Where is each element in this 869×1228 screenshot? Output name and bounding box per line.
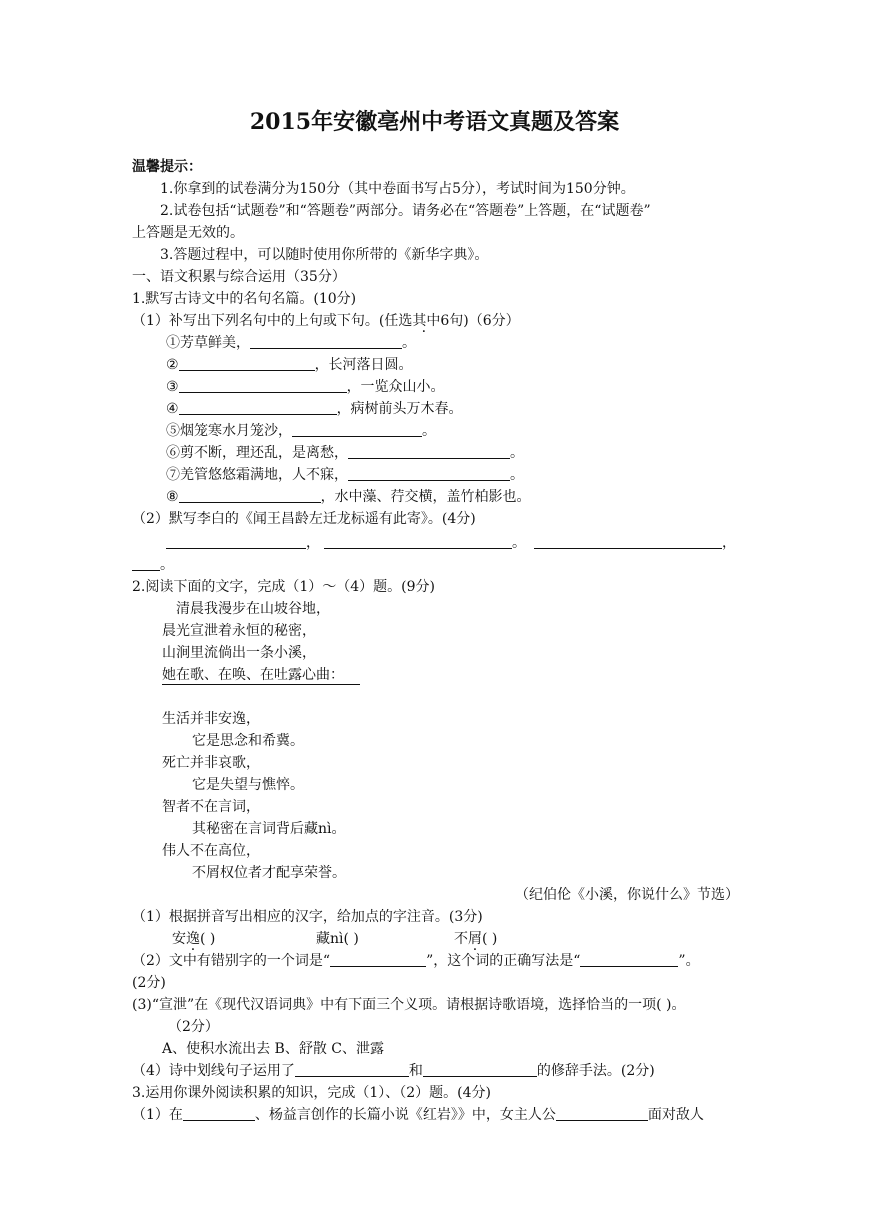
item-text: 。 [510,445,524,461]
q3-sub1 [132,1106,704,1124]
item-text: ，病树前头万木春。 [336,401,463,417]
q2-sub4-post: 的修辞手法。(2分) [536,1063,655,1079]
q2-sub3-score: （2分） [168,1019,219,1035]
item-text: ② [166,357,179,373]
tip-3: 3.答题过程中，可以随时使用你所带的《新华字典》。 [160,247,489,263]
q2-sub3: (3)“宣泄”在《现代汉语词典》中有下面三个义项。请根据诗歌语境，选择恰当的一项( )。 [132,997,686,1013]
poem-line: 其秘密在言词背后藏nì。 [192,821,346,837]
answer-blank[interactable] [295,1062,409,1077]
item-text: 。 [510,467,524,483]
tips-heading: 温馨提示： [132,159,202,175]
poem-line: 它是思念和希冀。 [192,733,304,749]
separator: ， [722,535,736,551]
q1-part1-pre: （1）补写出下列名句中的上句或下句。( [132,313,385,329]
q2-sub1: （1）根据拼音写出相应的汉字，给加点的字注音。(3分) [132,909,483,925]
separator: 。 [160,557,174,573]
answer-blank[interactable] [179,488,321,503]
poem-line: 伟人不在高位， [162,843,260,859]
q2-sub4-pre: （4）诗中划线句子运用了 [132,1063,295,1079]
q1-item-6 [166,444,524,462]
q2-sub1-b[interactable]: 藏nì( ) [316,931,359,947]
answer-blank[interactable] [183,1106,255,1121]
q1-part2-end [132,556,174,574]
poem-line: 不屑权位者才配享荣誉。 [192,865,346,881]
item-text: ⑥剪不断，理还乱，是离愁， [166,445,348,461]
char: 不 [454,931,468,947]
poem-line: 晨光宣泄着永恒的秘密， [162,623,316,639]
answer-blank[interactable] [348,466,510,481]
q1-item-2 [166,356,413,374]
answer-blank[interactable] [348,444,510,459]
answer-blank[interactable] [423,1062,537,1077]
q3-sub1-pre: （1）在 [132,1107,183,1123]
q1-heading: 1.默写古诗文中的名句名篇。(10分) [132,291,357,307]
poem-line: 清晨我漫步在山坡谷地， [176,601,330,617]
item-text: ⑧ [166,489,179,505]
q3-sub1-post: 面对敌人 [647,1107,704,1123]
q1-item-8 [166,488,531,506]
q2-sub3-options: A、使积水流出去 B、舒散 C、泄露 [162,1041,385,1057]
poem-line-underlined [162,666,360,684]
answer-blank[interactable] [330,952,426,967]
answer-blank[interactable] [324,534,512,549]
poem-line: 山涧里流倘出一条小溪， [162,645,316,661]
answer-blank[interactable] [292,422,422,437]
item-text: ④ [166,401,179,417]
answer-blank[interactable] [580,952,678,967]
item-text: ，水中藻、荇交横，盖竹柏影也。 [320,489,531,505]
q1-part1-post: )（6分） [463,313,520,329]
dotted-char: 屑 [468,931,482,947]
q2-sub1-a [172,930,215,948]
q2-sub2-mid: ”，这个词的正确写法是“ [426,953,581,969]
answer-blank[interactable] [179,378,347,393]
q1-item-7 [166,466,524,484]
q2-sub2 [132,952,700,970]
q2-heading: 2.阅读下面的文字，完成（1）～（4）题。(9分) [132,579,436,595]
q2-sub2-post: ”。 [678,953,700,969]
q1-part2-blanks [166,534,736,552]
q1-part2: （2）默写李白的《闻王昌龄左迁龙标遥有此寄》。(4分) [132,511,476,527]
q2-sub2-pre: （2）文中有错别字的一个词是“ [132,953,331,969]
page-title: 2015年安徽亳州中考语文真题及答案 [249,109,620,135]
item-text: ⑤烟笼寒水月笼沙， [166,423,292,439]
item-text: ①芳草鲜美， [166,335,250,351]
q3-sub1-mid: 、杨益言创作的长篇小说《红岩》》中，女主人公 [254,1107,556,1123]
answer-blank[interactable] [556,1106,648,1121]
q2-sub4 [132,1062,655,1080]
q1-item-5 [166,422,436,440]
answer-blank[interactable] [250,334,402,349]
char: 安 [172,931,186,947]
item-text: ⑦羌管悠悠霜满地，人不寐， [166,467,348,483]
item-text: ，一览众山小。 [346,379,445,395]
q2-sub2-score: (2分) [132,975,166,991]
answer-blank[interactable] [179,400,337,415]
q1-item-3 [166,378,445,396]
answer-blank[interactable] [534,534,722,549]
dotted-char: 逸 [186,931,200,947]
separator: 。 [512,535,526,551]
answer-paren[interactable]: ( ) [482,931,498,947]
item-text: 。 [402,335,416,351]
poem-source: （纪伯伦《小溪，你说什么》节选） [515,887,739,903]
dotted-text: 任选其中6句 · [384,313,463,329]
poem-line: 死亡并非哀歌， [162,755,260,771]
q2-sub4-mid: 和 [408,1063,423,1079]
q1-part1-dotted [384,313,463,329]
answer-blank[interactable] [179,356,315,371]
q1-part1 [132,312,520,330]
answer-blank[interactable] [166,534,306,549]
item-text: 。 [422,423,436,439]
answer-paren[interactable]: ( ) [200,931,216,947]
q1-item-1 [166,334,416,352]
item-text: ，长河落日圆。 [314,357,413,373]
q1-item-4 [166,400,463,418]
poem-line: 生活并非安逸， [162,711,260,727]
poem-line: 它是失望与憔悴。 [192,777,304,793]
tip-2: 2.试卷包括“试题卷”和“答题卷”两部分。请务必在“答题卷”上答题，在“试题卷” [160,203,651,219]
answer-blank[interactable] [132,556,160,571]
separator: ， [306,535,320,551]
q2-sub1-c [454,930,497,948]
underlined-text: 她在歌、在唤、在吐露心曲： [162,667,360,685]
poem-line: 智者不在言词， [162,799,260,815]
section-1-heading: 一、语文积累与综合运用（35分） [132,269,346,285]
q3-heading: 3.运用你课外阅读积累的知识，完成（1）、（2）题。(4分) [132,1085,492,1101]
item-text: ③ [166,379,179,395]
tip-1: 1.你拿到的试卷满分为150分（其中卷面书写占5分），考试时间为150分钟。 [160,181,635,197]
tip-2-cont: 上答题是无效的。 [132,225,244,241]
